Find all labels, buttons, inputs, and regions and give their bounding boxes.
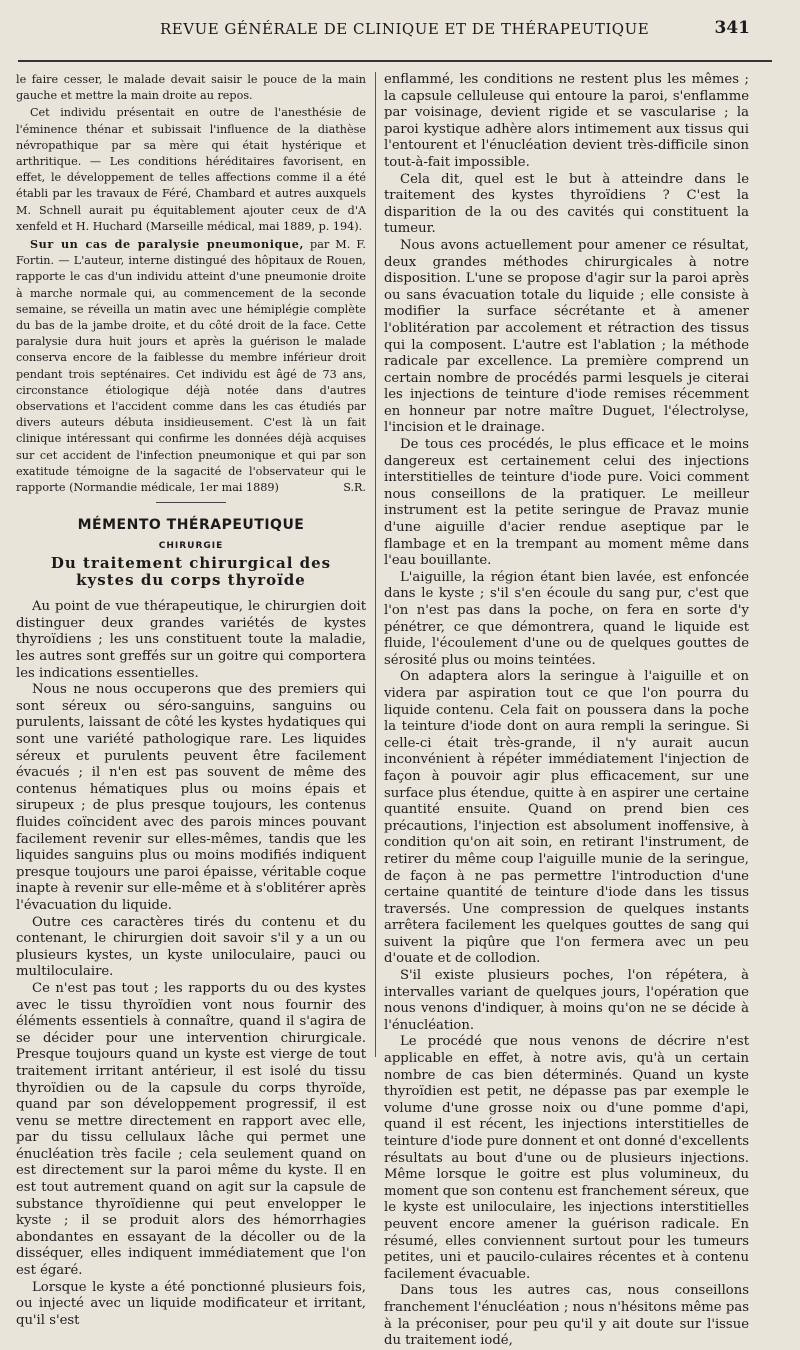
signature: S.R. [343, 481, 366, 495]
page-header [0, 14, 800, 44]
paragraph [16, 236, 366, 496]
subsection-label: CHIRURGIE [158, 541, 224, 552]
paragraph: Lorsque le kyste a été ponctionné plusieurs fois, ou injecté avec un liquide modificateur et irritant, qu'il s'est [16, 1279, 366, 1328]
paragraph: Le procédé que nous venons de décrire n'est applicable en effet, à notre avis, qu'à un certain nombre de cas bien déterminés. Quand un kyste thyroïdien est petit, ne dépasse pas par exemple le volume d'une grosse noix ou d'une pomme d'api, quand il est récent, les injections interstitielles de teinture d'iode pure donnent et ont donné d'excellents résultats au bout d'une ou de plusieurs injections. Même lorsque le goitre est plus volumineux, du moment que son contenu est franchement séreux, que le kyste est uniloculaire, les injections interstitielles peuvent encore amener la guérison radicale. En résumé, elles conviennent surtout pour les tumeurs petites, uni et paucilo-culaires récentes et à contenu facilement évacuable. [384, 1034, 749, 1282]
paragraph: De tous ces procédés, le plus efficace et le moins dangereux est certainement celui des injections interstitielles de teinture d'iode pure. Voici comment nous conseillons de la pratiquer. Le meilleur instrument est la petite seringue de Pravaz munie d'une aiguille d'acier rendue aseptique par le flambage et en la trempant au moment même dans l'eau bouillante. [384, 437, 749, 569]
running-title: REVUE GÉNÉRALE DE CLINIQUE ET DE THÉRAPEUTIQUE [160, 20, 650, 38]
paragraph: On adaptera alors la seringue à l'aiguille et on videra par aspiration tout ce que l'on pourra du liquide contenu. Cela fait on poussera dans la poche la teinture d'iode dont on aura rempli la seringue. Si celle-ci était très-grande, il n'y aurait aucun inconvénient à répéter immédiatement l'injection de façon à pouvoir agir plus efficacement, sur une surface plus étendue, quitte à en aspirer une certaine quantité ensuite. Quand on prend bien ces précautions, l'injection est absolument inoffensive, à condition qu'on ait soin, en retirant l'instrument, de retirer du même coup l'aiguille munie de la seringue, de façon à ne pas permettre l'introduction d'une certaine quantité de teinture d'iode dans les tissus traversés. Une compression de quelques instants arrêtera facilement les quelques gouttes de sang qui suivent la piqûre que l'on fermera avec un peu d'ouate et de collodion. [384, 669, 749, 967]
paragraph: le faire cesser, le malade devait saisir le pouce de la main gauche et mettre la main droite au repos. [16, 73, 366, 103]
paragraph: Cet individu présentait en outre de l'anesthésie de l'éminence thénar et subissait l'influence de la diathèse névropathique par sa mère qui était hystérique et arthritique. — Les conditions héréditaires favorisent, en effet, le développement de telles affections comme il a été établi par les travaux de Féré, Chambard et autres auxquels M. Schnell aurait pu équitablement ajouter ceux de d'A xenfeld et H. Huchard (Marseille médical, mai 1889, p. 194). [16, 106, 366, 233]
left-column [16, 72, 366, 1329]
paragraph: Nous ne nous occuperons que des premiers qui sont séreux ou séro-sanguins, sanguins ou purulents, laissant de côté les kystes hydatiques qui sont une variété pathologique rare. Les liquides séreux et purulents peuvent être facilement évacués ; il n'en est pas souvent de même des contenus hématiques plus ou moins épais et sirupeux ; de plus presque toujours, les contenus fluides coïncident avec des parois minces pouvant facilement revenir sur elles-mêmes, tandis que les liquides sanguins plus ou moins modifiés indiquent presque toujours une paroi épaisse, véritable coque inapte à revenir sur elle-même et à s'oblitérer après l'évacuation du liquide. [16, 682, 366, 913]
section-heading: MÉMENTO THÉRAPEUTIQUE [77, 517, 305, 534]
right-column [384, 72, 749, 1350]
paragraph: Ce n'est pas tout ; les rapports du ou des kystes avec le tissu thyroïdien vont nous fournir des éléments essentiels à connaître, quand il s'agira de se décider pour une intervention chirurgicale. Presque toujours quand un kyste est vierge de tout traitement irritant antérieur, il est isolé du tissu thyroïdien ou de la capsule du corps thyroïde, quand par son développement progressif, il est venu se mettre directement en rapport avec elle, par du tissu cellulaux lâche qui permet une énucléation très facile ; cela seulement quand on est directement sur la paroi même du kyste. Il en est tout autrement quand on agit sur la capsule de substance thyroïdienne qui peut envelopper le kyste ; il se produit alors des hémorrhagies abondantes en essayant de la décoller ou de la disséquer, elles indiquent immédiatement que l'on est égaré. [16, 980, 366, 1279]
paragraph: enflammé, les conditions ne restent plus les mêmes ; la capsule celluleuse qui entoure la paroi, s'enflamme par voisinage, devient rigide et se vascularise ; la paroi kystique adhère alors intimement aux tissus qui l'entourent et l'énucléation devient très-difficile sinon tout-à-fait impossible. [384, 72, 749, 170]
paragraph: S'il existe plusieurs poches, l'on répétera, à intervalles variant de quelques jours, l'opération que nous venons d'indiquer, à moins qu'on ne se décide à l'énucléation. [384, 968, 749, 1033]
paragraph: L'aiguille, la région étant bien lavée, est enfoncée dans le kyste ; s'il s'en écoule du sang pur, c'est que l'on n'est pas dans la poche, on fera en sorte d'y pénétrer, ce que démontrera, quand le liquide est fluide, l'écoulement d'une ou de quelques gouttes de sérosité plus ou moins teintées. [384, 569, 749, 668]
header-rule [18, 60, 772, 62]
separator-rule [156, 502, 226, 503]
paragraph: Outre ces caractères tirés du contenu et du contenant, le chirurgien doit savoir s'il y a un ou plusieurs kystes, un kyste uniloculaire, pauci ou multiloculaire. [16, 914, 366, 980]
paragraph: Cela dit, quel est le but à atteindre dans le traitement des kystes thyroïdiens ? C'est la disparition de la ou des cavités qui constituent la tumeur. [384, 171, 749, 237]
page-number: 341 [714, 18, 750, 38]
paragraph: Dans tous les autres cas, nous conseillons franchement l'énucléation ; nous n'hésitons même pas à la préconiser, pour peu qu'il y ait doute sur l'issue du traitement iodé, [384, 1283, 749, 1349]
article-run-title: Sur un cas de paralysie pneumonique, [30, 237, 304, 252]
article-body: par M. F. Fortin. — L'auteur, interne distingué des hôpitaux de Rouen, rapporte le cas d'un individu atteint d'une pneumonie droite à marche normale qui, au commencement de la seconde semaine, se réveilla un matin avec une hémiplégie complète du bas de la jambe droite, et du côté droit de la face. Cette paralysie dura huit jours et après la guérison le malade conserva encore de la faiblesse du membre inférieur droit pendant trois septénaires. Cet individu est âgé de 73 ans, circonstance étiologique déjà notée dans d'autres observations et l'accident comme dans les cas étudiés par divers auteurs débuta insidieusement. C'est là un fait clinique intéressant qui confirme les données déjà acquises sur cet accident de l'infection pneumonique et qui par son exatitude témoigne de la sagacité de l'observateur qui le rapporte (Normandie médicale, 1er mai 1889) [16, 238, 366, 495]
paragraph: Nous avons actuellement pour amener ce résultat, deux grandes méthodes chirurgicales à notre disposition. L'une se propose d'agir sur la paroi après ou sans évacuation totale du liquide ; elle consiste à modifier la surface sécrétante et à amener l'oblitération par accolement et rétraction des tissus qui la composent. L'autre est l'ablation ; la méthode radicale par excellence. La première comprend un certain nombre de procédés parmi lesquels je citerai les injections de teinture d'iode remises récemment en honneur par notre maître Duguet, l'électrolyse, l'incision et le drainage. [384, 237, 749, 436]
column-divider [375, 72, 376, 1057]
article-title: Du traitement chirurgical des kystes du corps thyroïde [50, 554, 332, 590]
paragraph: Au point de vue thérapeutique, le chirurgien doit distinguer deux grandes variétés de kystes thyroïdiens ; les uns constituent toute la maladie, les autres sont greffés sur un goitre qui comportera les indications essentielles. [16, 599, 366, 681]
